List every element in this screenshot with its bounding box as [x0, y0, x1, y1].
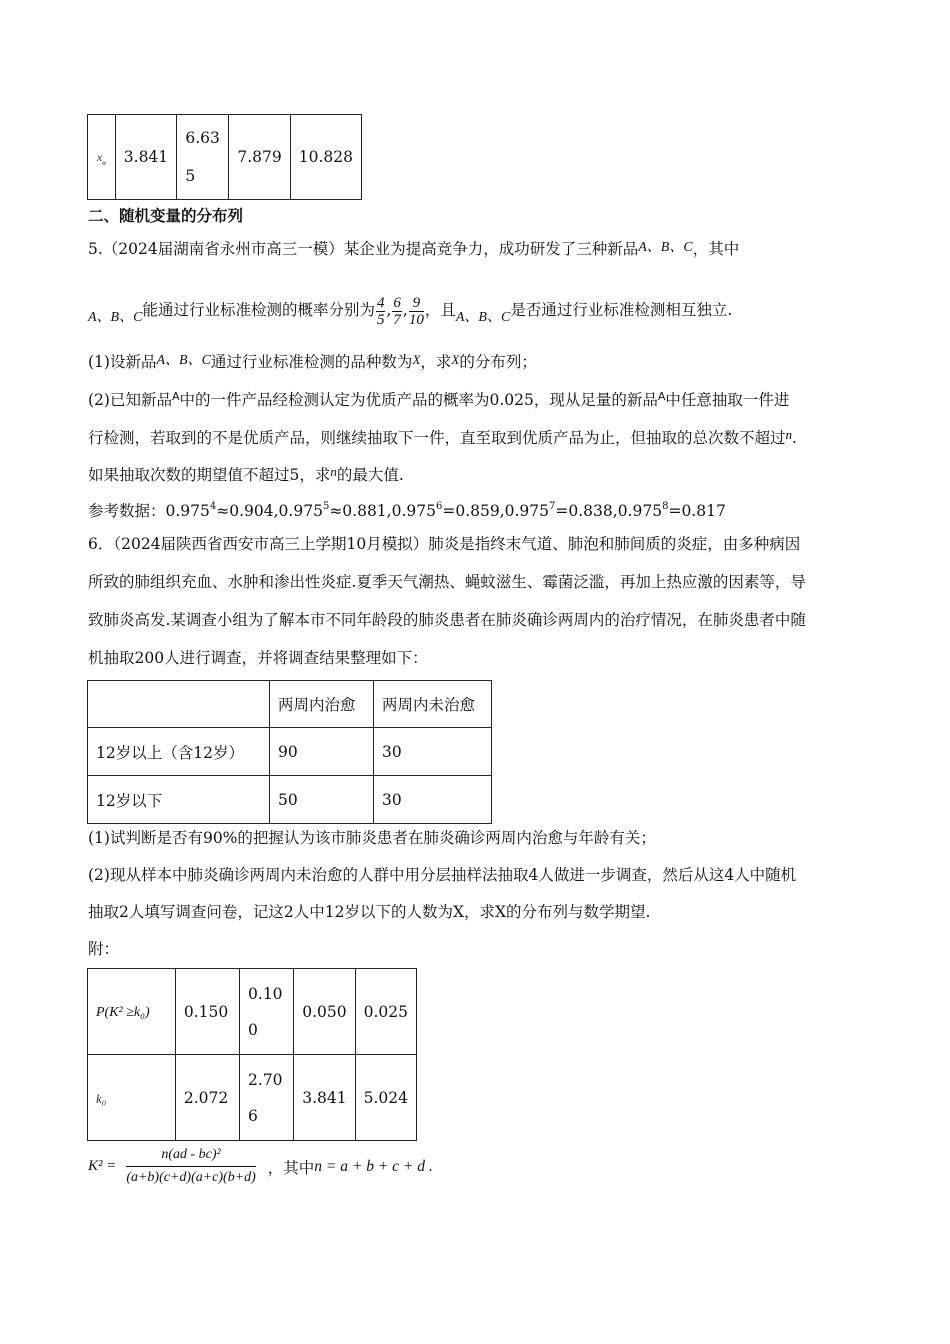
- table-header: 两周内治愈: [270, 681, 374, 728]
- table-cell: 7.879: [229, 115, 290, 200]
- critical-value-table: [87, 114, 362, 200]
- fraction: $\frac{4}{5}$: [376, 294, 385, 328]
- table-cell: 50: [270, 776, 374, 824]
- q5-line2: A、B、C能通过行业标准检测的概率分别为 $\frac{4}{5}$ , $\frac{6}{7}$ , $\frac{9}{10}$ ，且A、B、C是否通过行业标准检测相互独立.: [88, 294, 733, 328]
- q5-part2-line1: (2)已知新品$^A$中的一件产品经检测认定为优质产品的概率为0.025，现从足量的新品$^A$中任意抽取一件进: [88, 390, 790, 409]
- q5-part2-line3: 如果抽取次数的期望值不超过5，求$^n$的最大值.: [88, 464, 404, 484]
- q6-text-line: 所致的肺组织充血、水肿和渗出性炎症.夏季天气潮热、蝇蚊滋生、霉菌泛滥，再加上热应激的因素等，导: [88, 573, 806, 591]
- table-cell: 0.025: [355, 969, 416, 1055]
- table-cell: 6.63 5: [177, 115, 229, 200]
- table-cell: 30: [374, 728, 492, 776]
- table-cell: 0.150: [175, 969, 239, 1055]
- table-cell: 5.024: [355, 1055, 416, 1141]
- q5-reference-data: 参考数据：$0.975^4\approx 0.904,0.975^5\approx 0.881,0.975^6=0.859,0.975^7=0.838,0.975^8=0.817$: [88, 501, 726, 520]
- table-cell: 3.841: [115, 115, 177, 200]
- appendix-label: 附：: [88, 940, 120, 958]
- survey-table: [87, 680, 492, 824]
- table-row: [88, 776, 492, 824]
- table-cell: 90: [270, 728, 374, 776]
- p-label-cell: P(K² ≥k₀): [88, 969, 176, 1055]
- q5-part1: (1)设新品A、B、C通过行业标准检测的品种数为X，求X的分布列；: [88, 352, 537, 371]
- table-cell: 3.841: [294, 1055, 355, 1141]
- table-cell: 10.828: [290, 115, 361, 200]
- q6-part2-line1: (2)现从样本中肺炎确诊两周内未治愈的人群中用分层抽样法抽取4人做进一步调查，然后从这4人中随机: [88, 866, 797, 884]
- section-title: 二、随机变量的分布列: [88, 207, 244, 225]
- q6-part2-line2: 抽取2人填写调查问卷，记这2人中12岁以下的人数为X，求X的分布列与数学期望.: [88, 903, 651, 921]
- fraction: $\frac{9}{10}$: [408, 294, 424, 328]
- table-header: [88, 681, 270, 728]
- q5-intro: 5.（2024届湖南省永州市高三一模）某企业为提高竞争力，成功研发了三种新品A、B、C，其中: [88, 240, 740, 258]
- table-cell: 0.050: [294, 969, 355, 1055]
- table-cell: 12岁以上（含12岁）: [88, 728, 270, 776]
- formula-fraction: $\frac{\text{n(ad - bc)²}}{(a+b)(c+d)(a+c)(b+d)}$: [126, 1144, 256, 1189]
- x-alpha-cell: $x_\alpha$: [88, 115, 116, 200]
- q6-text-line: 6．（2024届陕西省西安市高三上学期10月模拟）肺炎是指终末气道、肺泡和肺间质的炎症，由多种病因: [88, 535, 801, 553]
- table-header: 两周内未治愈: [374, 681, 492, 728]
- table-row: [88, 728, 492, 776]
- q6-text-line: 机抽取200人进行调查，并将调查结果整理如下：: [88, 649, 428, 667]
- k-square-table: [87, 968, 417, 1141]
- k0-label-cell: k₀: [88, 1055, 176, 1141]
- table-cell: 12岁以下: [88, 776, 270, 824]
- table-cell: 0.10 0: [240, 969, 294, 1055]
- q5-part2-line2: 行检测，若取到的不是优质产品，则继续抽取下一件，直至取到优质产品为止，但抽取的总次数不超过$^n$.: [88, 427, 797, 447]
- fraction: $\frac{6}{7}$: [393, 294, 401, 328]
- table-cell: 30: [374, 776, 492, 824]
- k-square-formula: K² = $\frac{\text{n(ad - bc)²}}{(a+b)(c+d)(a+c)(b+d)}$ ，其中n = a + b + c + d .: [88, 1144, 433, 1189]
- q6-text-line: 致肺炎高发.某调查小组为了解本市不同年龄段的肺炎患者在肺炎确诊两周内的治疗情况，在肺炎患者中随: [88, 611, 806, 629]
- table-cell: 2.70 6: [240, 1055, 294, 1141]
- q6-part1: (1)试判断是否有90%的把握认为该市肺炎患者在肺炎确诊两周内治愈与年龄有关；: [88, 829, 656, 847]
- table-cell: 2.072: [175, 1055, 239, 1141]
